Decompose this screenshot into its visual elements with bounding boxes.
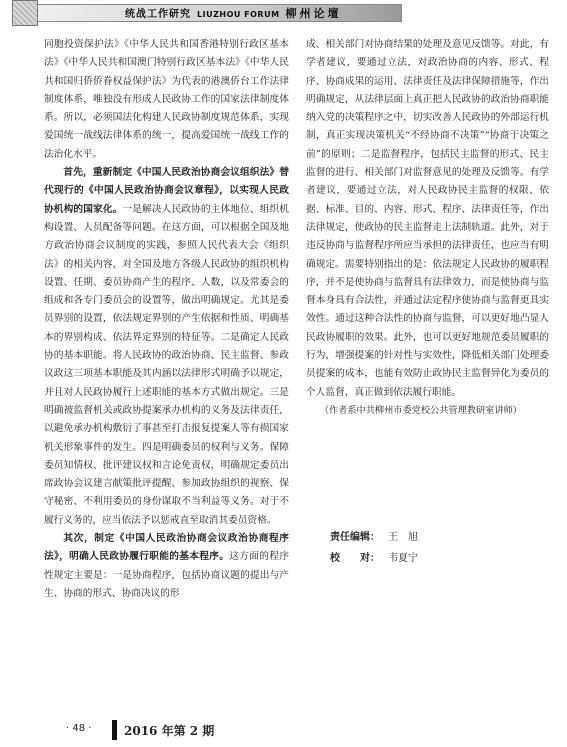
paragraph-body: 一是解决人民政协的主体地位、组织机构设置、人员配备等问题。在这方面，可以根据全国及地方政治协商会议制度的实践，参照人民代表大会《组织法》的相关内容，对全国及地方各级人民政协的组织机构设置、任期、委员协商产生的程序、人数，以及常委会的组成和各专门委员会的设置等，做出明确规定。尤其是委员界别的设置，依法规定界别的产生依据和性质、明确基本的界别构成、依法界定界别的特征等。二是确定人民政协的基本职能。将人民政协的政治协商、民主监督、参政议政这三项基本职能及其内涵以法律形式明确予以规定，并且对人民政协履行上述职能的基本方式做出规定。三是明确被监督机关或政协提案承办机构的义务及法律责任，以避免承办机构敷衍了事甚至打击报复提案人等有损国家机关形象事件的发生。四是明确委员的权利与义务。保障委员知情权、批评建议权和言论免责权，明确规定委员出席政协会议建言献策批评提醒、参加政协组织的视察、保守秘密、不利用委员的身份谋取不当利益等义务。对于不履行义务的，应当依法予以惩戒直至取消其委员资格。 — [44, 203, 289, 526]
proofreader-name: 韦夏宁 — [388, 553, 418, 564]
footer-divider — [112, 720, 117, 740]
issue-label: 2016 年第 2 期 — [124, 724, 215, 738]
header-title — [125, 5, 342, 21]
right-column — [306, 36, 549, 420]
paragraph-body: 这方面的程序性规定主要是：一是协商程序，包括协商议题的提出与产生、协商的形式、协商决议的形 — [44, 551, 290, 599]
editor-label: 责任编辑： — [330, 532, 380, 543]
paragraph-lead: 首先，重新制定《中国人民政治协商会议组织法》替代现行的《中国人民政治协商会议章程》，以实现人民政协机构的国家化。 — [44, 167, 289, 215]
proofreader-label: 校 对： — [330, 553, 380, 564]
paragraph — [44, 530, 289, 603]
editorial-credits — [330, 527, 418, 569]
proofreader-line — [330, 548, 418, 569]
journal-logo — [12, 0, 38, 26]
page-number: · 48 · — [66, 723, 92, 734]
paragraph: 成、相关部门对协商结果的处理及意见反馈等。对此，有学者建议，要通过立法，对政治协商的内容、形式、程序、协商成果的运用、法律责任及法律保障措施等，作出明确规定，从法律层面上真正把人民政协的政治协商职能纳入党的决策程序之中，切实改善人民政协的外部运行机制，真正实现决策机关“不经协商不决策”“协商于决策之前”的原则；二是监督程序，包括民主监督的形式、民主监督的进行、相关部门对监督意见的处理及反馈等。有学者建议，要通过立法，对人民政协民主监督的权限、依据、标准、目的、内容、形式、程序、法律责任等，作出法律规定，使政协的民主监督走上法制轨道。此外，对于违反协商与监督程序所应当承担的法律责任，也应当有明确规定。需要特别指出的是：依法规定人民政协的履职程序，并不是使协商与监督具有法律效力，而是使协商与监督本身具有合法性，并通过法定程序使协商与监督更具实效性。通过这种合法性的协商与监督，可以更好地凸显人民政协履职的效果。此外，也可以更好地规范委员履职的行为，增强提案的针对性与实效性，降低相关部门处理委员提案的成本，也能有效防止政协民主监督异化为委员的个人监督，真正做到依法履行职能。 — [306, 39, 549, 398]
page-footer — [44, 722, 244, 740]
paragraph — [44, 164, 289, 530]
editor-line — [330, 527, 418, 548]
author-note: （作者系中共柳州市委党校公共管理教研室讲师） — [319, 404, 522, 416]
paragraph: 同胞投资保护法》《中华人民共和国香港特别行政区基本法》《中华人民共和国澳门特别行政区基本法》《中华人民共和国归侨侨眷权益保护法》为代表的港澳侨台工作法律制度体系，唯独没有形成人民政协工作的国家法律制度体系。所以，必须国法化构建人民政协制度规范体系，实现爱国统一战线法律体系的统一，提高爱国统一战线工作的法治化水平。 — [44, 39, 289, 160]
left-column — [44, 36, 289, 603]
paragraph-lead: 其次，制定《中国人民政治协商会议政治协商程序法》，明确人民政协履行职能的基本程序。 — [44, 533, 289, 563]
page-header — [0, 0, 567, 34]
journal-english-name: LIUZHOU FORUM — [197, 10, 280, 19]
section-name: 统战工作研究 — [125, 9, 191, 20]
journal-name: 柳州论壇 — [285, 7, 342, 20]
editor-name: 王 旭 — [388, 532, 418, 543]
